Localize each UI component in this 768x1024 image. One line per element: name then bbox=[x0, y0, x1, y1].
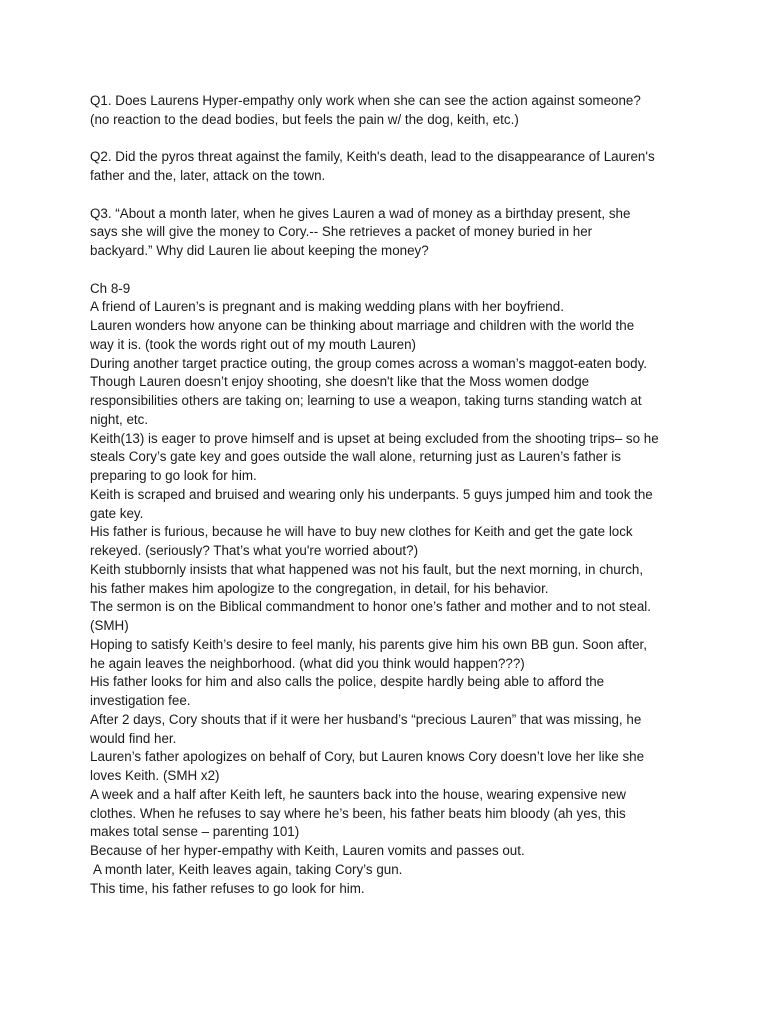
text-line: The sermon is on the Biblical commandment to honor one’s father and mother and to not steal. bbox=[90, 599, 651, 615]
question-2 bbox=[90, 148, 690, 186]
text-line: Lauren wonders how anyone can be thinking about marriage and children with the world the bbox=[90, 318, 635, 333]
text-line: Keith is scraped and bruised and wearing only his underpants. 5 guys jumped him and took the bbox=[90, 486, 653, 502]
text-line: After 2 days, Cory shouts that if it were her husband’s “precious Lauren” that was missing, he bbox=[90, 711, 642, 727]
chapter-heading: Ch 8-9 bbox=[90, 280, 131, 296]
text-line: his father makes him apologize to the congregation, in detail, for his behavior. bbox=[90, 580, 549, 596]
text-line: Q2. Did the pyros threat against the family, Keith's death, lead to the disappearance of Lauren's bbox=[90, 149, 655, 165]
text-line: A week and a half after Keith left, he saunters back into the house, wearing expensive new bbox=[90, 786, 626, 802]
text-line: responsibilities others are taking on; learning to use a weapon, taking turns standing watch at bbox=[90, 393, 642, 408]
text-line: he again leaves the neighborhood. (what did you think would happen???) bbox=[90, 655, 525, 671]
text-line: says she will give the money to Cory.-- She retrieves a packet of money buried in her bbox=[90, 224, 593, 240]
text-line: makes total sense – parenting 101) bbox=[90, 824, 300, 840]
blank-line bbox=[90, 130, 690, 149]
text-line: Because of her hyper-empathy with Keith, Lauren vomits and passes out. bbox=[90, 843, 525, 858]
text-line: A month later, Keith leaves again, taking Cory’s gun. bbox=[90, 861, 403, 877]
text-line: night, etc. bbox=[90, 411, 149, 427]
text-line: loves Keith. (SMH x2) bbox=[90, 768, 220, 783]
blank-line bbox=[90, 261, 690, 280]
text-line: (no reaction to the dead bodies, but feels the pain w/ the dog, keith, etc.) bbox=[90, 111, 519, 127]
chapter-notes bbox=[90, 280, 690, 899]
blank-line bbox=[90, 186, 690, 205]
text-line: A friend of Lauren’s is pregnant and is making wedding plans with her boyfriend. bbox=[90, 299, 564, 315]
text-line: rekeyed. (seriously? That’s what you're worried about?) bbox=[90, 543, 419, 558]
text-line: (SMH) bbox=[90, 618, 129, 633]
text-line: Lauren’s father apologizes on behalf of Cory, but Lauren knows Cory doesn’t love her like she bbox=[90, 749, 645, 765]
text-line: His father is furious, because he will have to buy new clothes for Keith and get the gate lock bbox=[90, 524, 633, 540]
text-line: His father looks for him and also calls the police, despite hardly being able to afford the bbox=[90, 674, 605, 690]
text-line: Keith stubbornly insists that what happened was not his fault, but the next morning, in church, bbox=[90, 561, 644, 577]
text-line: Keith(13) is eager to prove himself and is upset at being excluded from the shooting trips– so he bbox=[90, 430, 659, 446]
text-line: would find her. bbox=[90, 730, 177, 746]
question-1 bbox=[90, 92, 690, 130]
text-line: clothes. When he refuses to say where he’s been, his father beats him bloody (ah yes, this bbox=[90, 805, 626, 821]
text-line: father and the, later, attack on the town. bbox=[90, 168, 326, 183]
text-line: Q1. Does Laurens Hyper-empathy only work when she can see the action against someone? bbox=[90, 93, 641, 108]
text-line: gate key. bbox=[90, 505, 144, 521]
text-line: Hoping to satisfy Keith’s desire to feel manly, his parents give him his own BB gun. Soon after, bbox=[90, 636, 647, 652]
text-line: steals Cory’s gate key and goes outside the wall alone, returning just as Lauren’s father is bbox=[90, 449, 621, 465]
text-line: Q3. “About a month later, when he gives Lauren a wad of money as a birthday present, she bbox=[90, 205, 631, 221]
document-body bbox=[90, 92, 690, 898]
text-line: During another target practice outing, the group comes across a woman’s maggot-eaten body. bbox=[90, 355, 648, 371]
question-3 bbox=[90, 205, 690, 261]
text-line: Though Lauren doesn’t enjoy shooting, she doesn't like that the Moss women dodge bbox=[90, 374, 590, 390]
text-line: backyard.” Why did Lauren lie about keeping the money? bbox=[90, 243, 429, 258]
text-line: way it is. (took the words right out of my mouth Lauren) bbox=[90, 336, 416, 352]
text-line: investigation fee. bbox=[90, 693, 191, 708]
text-line: This time, his father refuses to go look for him. bbox=[90, 880, 365, 896]
text-line: preparing to go look for him. bbox=[90, 468, 257, 483]
